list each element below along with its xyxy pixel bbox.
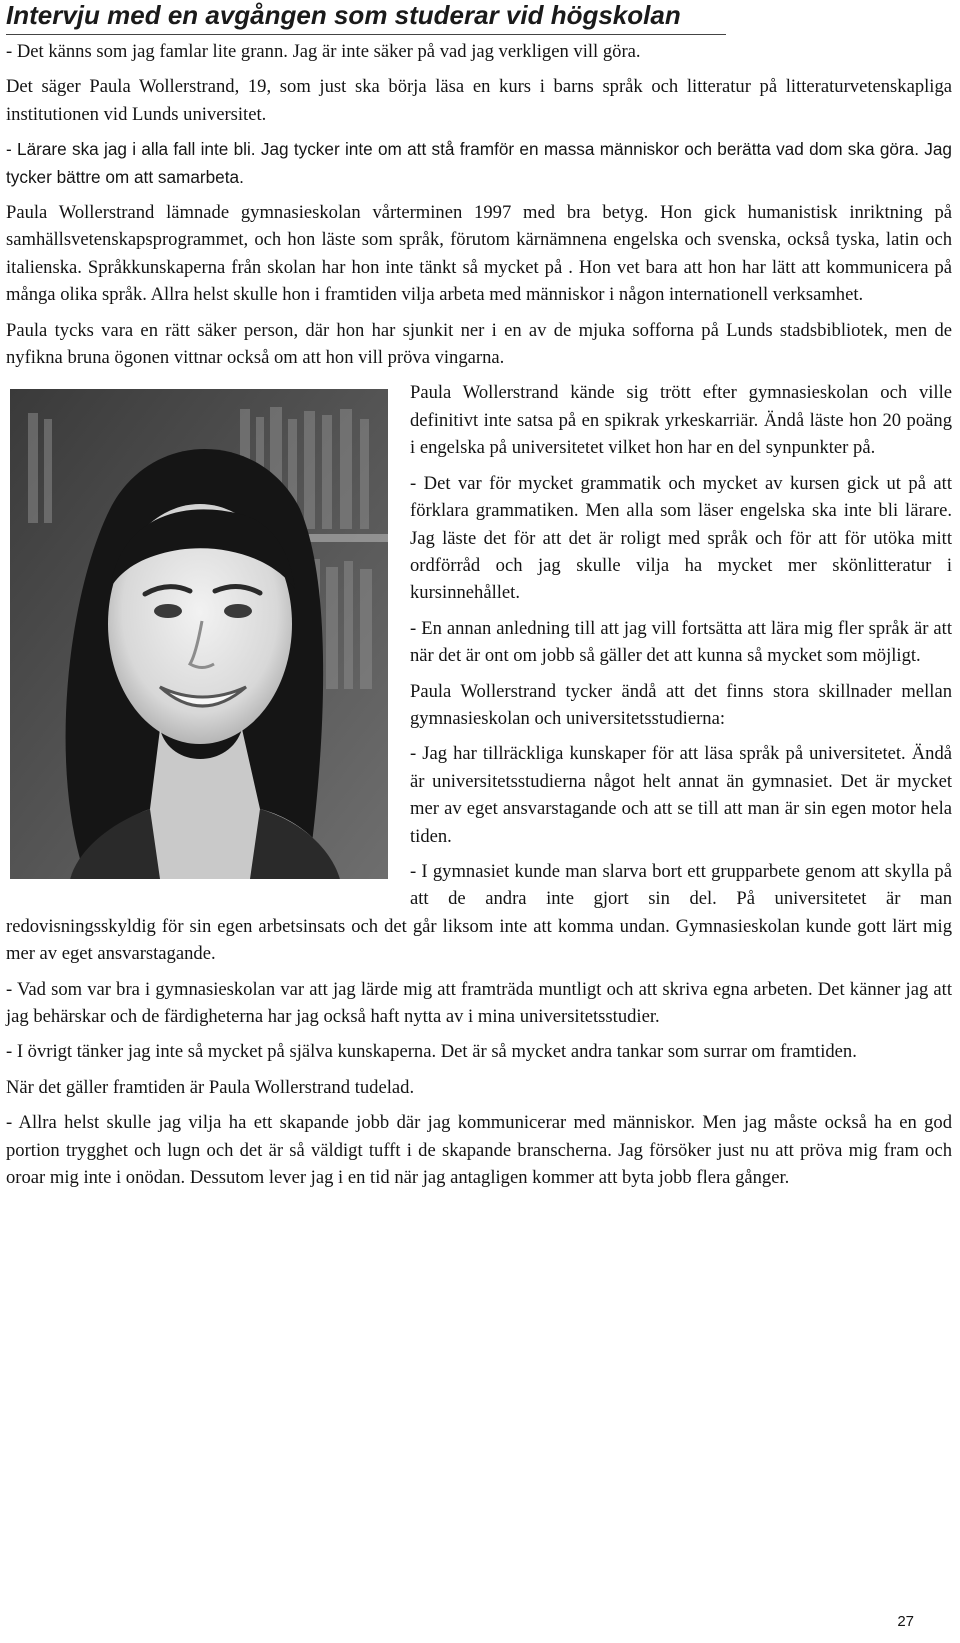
paragraph: När det gäller framtiden är Paula Wollerstrand tudelad. — [6, 1076, 415, 1098]
paragraph: - Allra helst skulle jag vilja ha ett skapande jobb där jag kommunicerar med människor. Men jag måste också ha en god portion trygghet och lugn och det är så väldigt tufft i de skapande branscherna. Jag försöker just nu att pröva mig fram och oroar mig inte i onödan. Dessutom lever jag i en tid när jag antagligen kommer att byta jobb flera gånger. — [6, 1112, 952, 1189]
paragraph: - En annan anledning till att jag vill fortsätta att lära mig fler språk är att när det är ont om jobb så gäller det att kunna så mycket som möjligt. — [410, 617, 952, 667]
paragraph: Det säger Paula Wollerstrand, 19, som just ska börja läsa en kurs i barns språk och litteratur på litteraturvetenskapliga institutionen vid Lunds universitet. — [6, 76, 952, 125]
paragraph: - Det känns som jag famlar lite grann. Jag är inte säker på vad jag verkligen vill göra. — [6, 41, 641, 62]
portrait-photo — [10, 389, 388, 879]
paragraph: - Lärare ska jag i alla fall inte bli. Jag tycker inte om att stå framför en massa människor och berätta vad dom ska göra. Jag tycker bättre om att samarbeta. — [6, 139, 952, 187]
paragraph: Paula Wollerstrand kände sig trött efter gymnasieskolan och ville definitivt inte satsa på en spikrak yrkeskarriär. Ändå läste hon 20 poäng i engelska på universitetet vilket hon har en del synpunkter på. — [410, 382, 952, 459]
paragraph: - Det var för mycket grammatik och mycket av kursen gick ut på att förklara grammatiken. Men alla som läser engelska ska inte bli lärare. Jag läste det för att det är roligt med språk och för att för utöka mitt ordförråd och jag skulle vilja ha mycket mer skönlitteratur i kursinnehållet. — [410, 472, 952, 604]
paragraph: Paula Wollerstrand lämnade gymnasieskolan vårterminen 1997 med bra betyg. Hon gick humanistisk inriktning på samhällsvetenskapsprogrammet, och hon läste som språk, förutom kärnämnena engelska och svenska, också tyska, latin och italienska. Språkkunskaperna från skolan har hon inte tänkt så mycket på . Hon vet bara att hon har lätt att kommunicera på många olika språk. Allra helst skulle hon i framtiden vilja arbeta med människor i någon internationell verksamhet. — [6, 202, 952, 306]
paragraph: - I gymnasiet kunde man slarva bort ett grupparbete genom att skylla på att de andra inte gjort sin del. På universitetet är man redovisningsskyldig för sin egen arbetsinsats och det går liksom inte att komma undan. Gymnasieskolan kunde gott lärt mig mer av eget ansvarstagande. — [6, 860, 952, 965]
page-number: 27 — [897, 1612, 914, 1630]
portrait-image — [10, 389, 388, 879]
paragraph: Paula Wollerstrand tycker ändå att det finns stora skillnader mellan gymnasieskolan och universitetsstudierna: — [410, 680, 952, 729]
paragraph: - I övrigt tänker jag inte så mycket på själva kunskaperna. Det är så mycket andra tankar som surrar om framtiden. — [6, 1041, 857, 1063]
article-title: Intervju med en avgången som studerar vid högskolan — [6, 0, 681, 30]
title-rule — [6, 34, 726, 35]
paragraph: - Vad som var bra i gymnasieskolan var att jag lärde mig att framträda muntligt och att skriva egna arbeten. Det känner jag att jag behärskar och de färdigheterna har jag också haft nytta av i mina universitetsstudier. — [6, 978, 952, 1027]
paragraph: - Jag har tillräckliga kunskaper för att läsa språk på universitetet. Ändå är universitetsstudierna något helt annat än gymnasiet. Det är mycket mer av eget ansvarstagande och att se till att man är sin egen motor hela tiden. — [410, 743, 952, 847]
paragraph: Paula tycks vara en rätt säker person, där hon har sjunkit ner i en av de mjuka sofforna på Lunds stadsbibliotek, men de nyfikna bruna ögonen vittnar också om att hon vill pröva vingarna. — [6, 319, 952, 369]
